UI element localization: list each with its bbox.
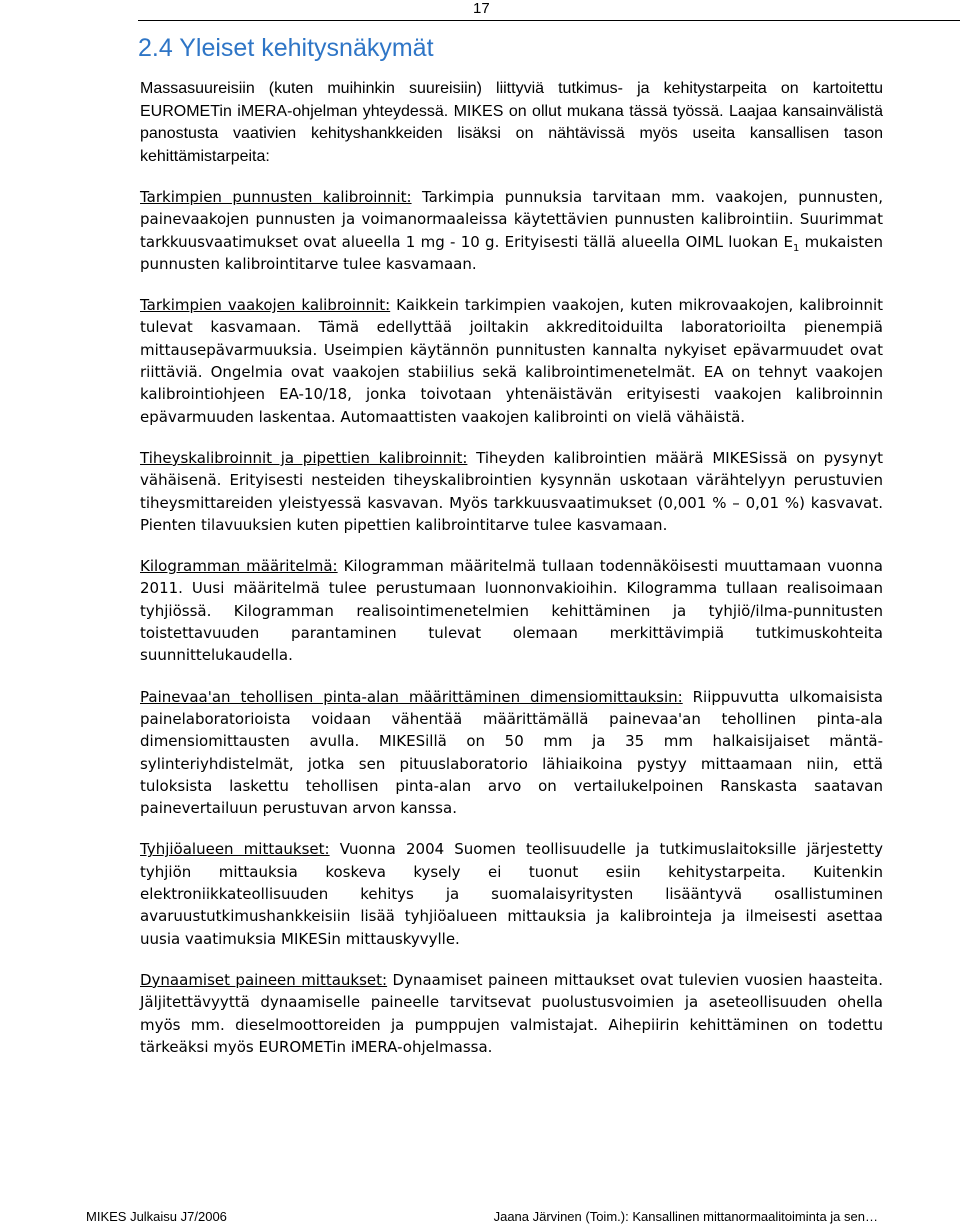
paragraph-dynamic-pressure	[140, 969, 883, 1058]
header-rule	[138, 20, 960, 21]
paragraph-lead: Tarkimpien vaakojen kalibroinnit:	[140, 296, 391, 315]
page-body	[140, 78, 883, 1077]
paragraph-lead: Dynaamiset paineen mittaukset:	[140, 970, 388, 989]
paragraph-lead: Painevaa'an tehollisen pinta-alan määrittäminen dimensiomittauksin:	[140, 687, 683, 706]
intro-paragraph: Massasuureisiin (kuten muihinkin suureisiin) liittyviä tutkimus- ja kehitystarpeita on kartoitettu EUROMETin iMERA-ohjelman yhteydessä. MIKES on ollut mukana tässä työssä. Laajaa kansainvälistä panostusta vaativien kehityshankkeiden lisäksi on nähtävissä myös useita kansallisen tason kehittämistarpeita:	[140, 80, 883, 165]
paragraph-vacuum	[140, 838, 883, 949]
paragraph-text: Kaikkein tarkimpien vaakojen, kuten mikrovaakojen, kalibroinnit tulevat kasvamaan. Tämä edellyttää joiltakin akkreditoiduilta laboratorioilta pienempiä mittausepävarmuuksia. Useimpien käytännön punnitusten kannalta nykyiset epävarmuudet ovat riittäviä. Ongelmia ovat vaakojen stabiilius sekä kalibrointimenetelmät. EA on tehnyt vaakojen kalibrointiohjeen EA-10/18, jonka toivotaan yhtenäistävän erityisesti vaakojen kalibroinnin epävarmuuden laskentaa. Automaattisten vaakojen kalibrointi on vielä vähäistä.	[140, 296, 884, 426]
paragraph-weight-calibrations	[140, 186, 883, 275]
footer-title: Jaana Järvinen (Toim.): Kansallinen mittanormaalitoiminta ja sen…	[493, 1209, 878, 1224]
paragraph-kilogram-definition	[140, 555, 883, 666]
paragraph-pressure-balance	[140, 686, 883, 820]
paragraph-lead: Tarkimpien punnusten kalibroinnit:	[140, 188, 412, 206]
paragraph-text: Vuonna 2004 Suomen teollisuudelle ja tutkimuslaitoksille järjestetty tyhjiön mittauksia koskeva kysely ei tuonut esiin kehitystarpeita. Kuitenkin elektroniikkateollisuuden kehitys ja suomalaisyritysten lisääntyvä osallistuminen avaruustutkimushankkeisiin lisää tyhjiöalueen mittauksia ja kalibrointeja ja ilmeisesti asettaa uusia vaatimuksia MIKESin mittauskyvylle.	[140, 840, 883, 948]
page-number: 17	[473, 0, 490, 17]
class-subscript: 1	[793, 242, 800, 254]
paragraph-text: Tarkimpia punnuksia tarvitaan mm. vaakojen, punnusten, painevaakojen punnusten ja voimanormaaleissa käytettävien punnusten kalibrointiin. Suurimmat tarkkuusvaatimukset ovat alueella 1 mg - 10 g. Erityisesti tällä alueella OIML luokan E	[140, 188, 883, 251]
footer-publication: MIKES Julkaisu J7/2006	[86, 1209, 227, 1224]
paragraph-text-continued: mukaisten punnusten kalibrointitarve tulee kasvamaan.	[140, 232, 883, 273]
paragraph-lead: Tyhjiöalueen mittaukset:	[140, 840, 330, 859]
paragraph-lead: Kilogramman määritelmä:	[140, 557, 338, 576]
paragraph-density-pipette	[140, 447, 883, 536]
paragraph-text: Dynaamiset paineen mittaukset ovat tulevien vuosien haasteita. Jäljitettävyyttä dynaamiselle paineelle tarvitsevat puolustusvoimien ja aseteollisuuden ohella myös mm. dieselmoottoreiden ja pumppujen valmistajat. Aihepiirin kehittäminen on todettu tärkeäksi myös EUROMETin iMERA-ohjelmassa.	[140, 970, 883, 1056]
paragraph-text: Riippuvutta ulkomaisista painelaboratorioista voidaan vähentää määrittämällä painevaa'an tehollinen pinta-ala dimensiomittausten avulla. MIKESillä on 50 mm ja 35 mm halkaisijaiset mäntä-sylinteriyhdistelmät, jotka sen pituuslaboratorio lähiaikoina pystyy mittaamaan niin, että tuloksista laskettu tehollisen pinta-alan arvo on vertailukelpoinen Ranskasta saatavan painevertailuun perustuvan arvon kanssa.	[140, 687, 883, 818]
paragraph-lead: Tiheyskalibroinnit ja pipettien kalibroinnit:	[140, 448, 468, 467]
paragraph-balance-calibrations	[140, 294, 883, 428]
paragraph-text: Tiheyden kalibrointien määrä MIKESissä on pysynyt vähäisenä. Erityisesti nesteiden tiheyskalibrointien kysynnän uskotaan värähtelyyn perustuvien tiheysmittareiden yleistyessä kasvavan. Myös tarkkuusvaatimukset (0,001 % – 0,01 %) kasvavat. Pienten tilavuuksien kuten pipettien kalibrointitarve tulee kasvamaan.	[140, 448, 883, 534]
section-heading: 2.4 Yleiset kehitysnäkymät	[138, 34, 434, 62]
paragraph-text: Kilogramman määritelmä tullaan todennäköisesti muuttamaan vuonna 2011. Uusi määritelmä tulee perustumaan luonnonvakioihin. Kilogramma tullaan realisoimaan tyhjiössä. Kilogramman realisointimenetelmien kehittäminen ja tyhjiö/ilma-punnitusten toistettavuuden parantaminen tulevat olemaan merkittävimpiä tutkimuskohteita suunnittelukaudella.	[140, 557, 883, 665]
